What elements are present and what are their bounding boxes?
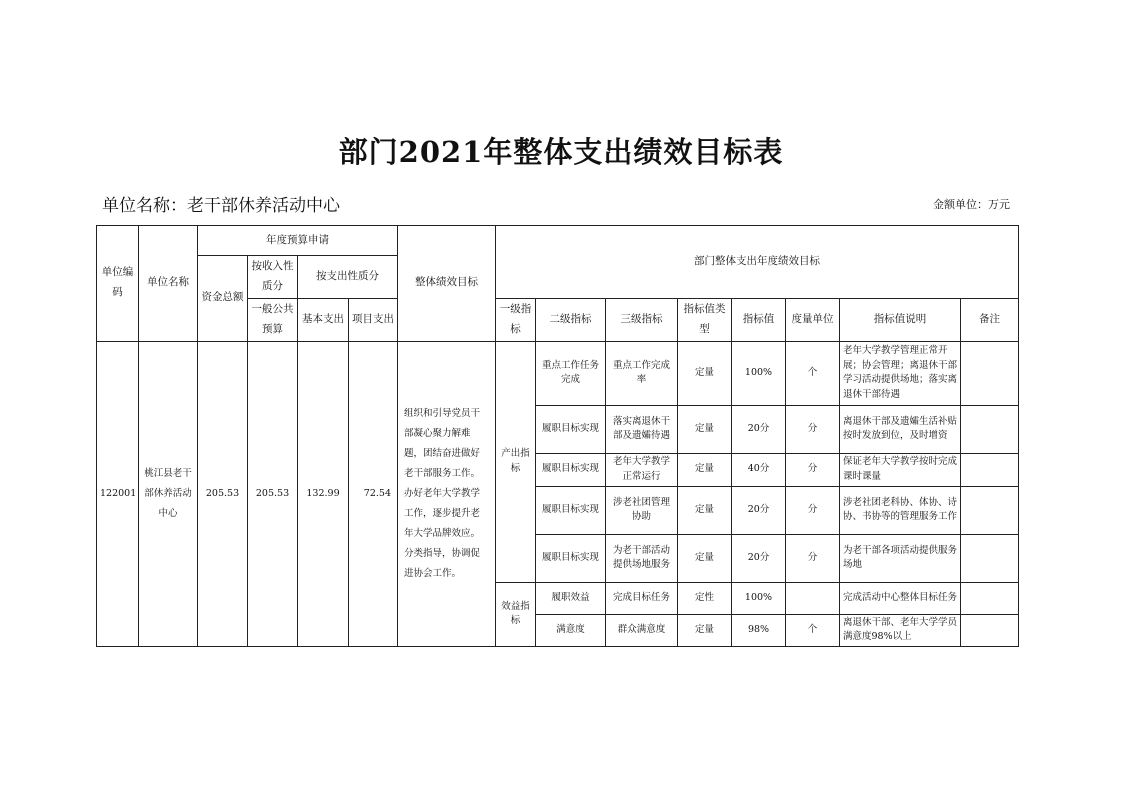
header-annual-budget: 年度预算申请 xyxy=(198,226,398,256)
row-remark xyxy=(961,453,1019,486)
row-l3: 涉老社团管理协助 xyxy=(606,486,678,534)
row-l3: 老年大学教学正常运行 xyxy=(606,453,678,486)
row-type: 定量 xyxy=(678,405,732,453)
header-remark: 备注 xyxy=(961,298,1019,341)
row-l2: 履职目标实现 xyxy=(536,405,606,453)
group-benefit: 效益指标 xyxy=(496,582,536,646)
performance-table xyxy=(96,225,1019,647)
row-unit: 个 xyxy=(786,614,840,646)
unit-full-name: 桃江县老干部休养活动中心 xyxy=(139,341,198,646)
row-description: 涉老社团老科协、体协、诗协、书协等的管理服务工作 xyxy=(840,486,961,534)
row-remark xyxy=(961,486,1019,534)
row-unit: 分 xyxy=(786,405,840,453)
row-l3: 完成目标任务 xyxy=(606,582,678,614)
unit-code: 122001 xyxy=(97,341,139,646)
document-title: 部门2021年整体支出绩效目标表 xyxy=(338,135,784,169)
currency-unit-label: 金额单位：万元 xyxy=(933,198,1010,211)
header-description: 指标值说明 xyxy=(840,298,961,341)
header-basic: 基本支出 xyxy=(298,298,349,341)
unit-basic: 132.99 xyxy=(298,341,349,646)
header-by-income: 按收入性质分 xyxy=(248,256,298,299)
group-output: 产出指标 xyxy=(496,341,536,582)
row-type: 定量 xyxy=(678,534,732,582)
row-value: 100% xyxy=(732,341,786,405)
header-measure-unit: 度量单位 xyxy=(786,298,840,341)
unit-name-label: 单位名称：老干部休养活动中心 xyxy=(102,196,340,216)
row-description: 离退休干部、老年大学学员满意度98%以上 xyxy=(840,614,961,646)
header-code: 单位编码 xyxy=(97,226,139,342)
row-unit: 个 xyxy=(786,341,840,405)
row-value: 20分 xyxy=(732,534,786,582)
row-type: 定量 xyxy=(678,614,732,646)
row-remark xyxy=(961,582,1019,614)
row-description: 保证老年大学教学按时完成课时课量 xyxy=(840,453,961,486)
row-value: 100% xyxy=(732,582,786,614)
row-l2: 履职目标实现 xyxy=(536,534,606,582)
unit-project: 72.54 xyxy=(349,341,398,646)
row-l2: 履职目标实现 xyxy=(536,453,606,486)
row-remark xyxy=(961,341,1019,405)
unit-general-budget: 205.53 xyxy=(248,341,298,646)
header-level2: 二级指标 xyxy=(536,298,606,341)
header-by-expense: 按支出性质分 xyxy=(298,256,398,299)
unit-overall-goal: 组织和引导党员干部凝心聚力解难题，团结奋进做好老干部服务工作。办好老年大学教学工作，逐步提升老年大学品牌效应。分类指导，协调促进协会工作。 xyxy=(398,341,496,646)
row-value: 20分 xyxy=(732,486,786,534)
header-general-budget: 一般公共预算 xyxy=(248,298,298,341)
row-l3: 为老干部活动提供场地服务 xyxy=(606,534,678,582)
row-type: 定量 xyxy=(678,486,732,534)
row-l3: 重点工作完成率 xyxy=(606,341,678,405)
row-remark xyxy=(961,614,1019,646)
row-l2: 履职效益 xyxy=(536,582,606,614)
row-l3: 落实离退休干部及遗孀待遇 xyxy=(606,405,678,453)
header-name: 单位名称 xyxy=(139,226,198,342)
row-value: 98% xyxy=(732,614,786,646)
row-description: 老年大学教学管理正常开展；协会管理；离退休干部学习活动提供场地；落实离退休干部待遇 xyxy=(840,341,961,405)
unit-total: 205.53 xyxy=(198,341,248,646)
header-value: 指标值 xyxy=(732,298,786,341)
header-level1: 一级指标 xyxy=(496,298,536,341)
row-type: 定量 xyxy=(678,453,732,486)
row-description: 离退休干部及遗孀生活补贴按时发放到位，及时增资 xyxy=(840,405,961,453)
table-row xyxy=(97,341,1019,405)
row-unit xyxy=(786,582,840,614)
row-remark xyxy=(961,405,1019,453)
header-project: 项目支出 xyxy=(349,298,398,341)
header-value-type: 指标值类型 xyxy=(678,298,732,341)
row-type: 定量 xyxy=(678,341,732,405)
row-type: 定性 xyxy=(678,582,732,614)
header-level3: 三级指标 xyxy=(606,298,678,341)
row-l3: 群众满意度 xyxy=(606,614,678,646)
row-description: 完成活动中心整体目标任务 xyxy=(840,582,961,614)
row-l2: 重点工作任务完成 xyxy=(536,341,606,405)
row-unit: 分 xyxy=(786,453,840,486)
row-unit: 分 xyxy=(786,534,840,582)
header-total: 资金总额 xyxy=(198,256,248,342)
row-value: 40分 xyxy=(732,453,786,486)
row-remark xyxy=(961,534,1019,582)
row-unit: 分 xyxy=(786,486,840,534)
header-overall-goal: 整体绩效目标 xyxy=(398,226,496,342)
row-l2: 满意度 xyxy=(536,614,606,646)
row-value: 20分 xyxy=(732,405,786,453)
row-l2: 履职目标实现 xyxy=(536,486,606,534)
header-dept-goals: 部门整体支出年度绩效目标 xyxy=(496,226,1019,299)
row-description: 为老干部各项活动提供服务场地 xyxy=(840,534,961,582)
